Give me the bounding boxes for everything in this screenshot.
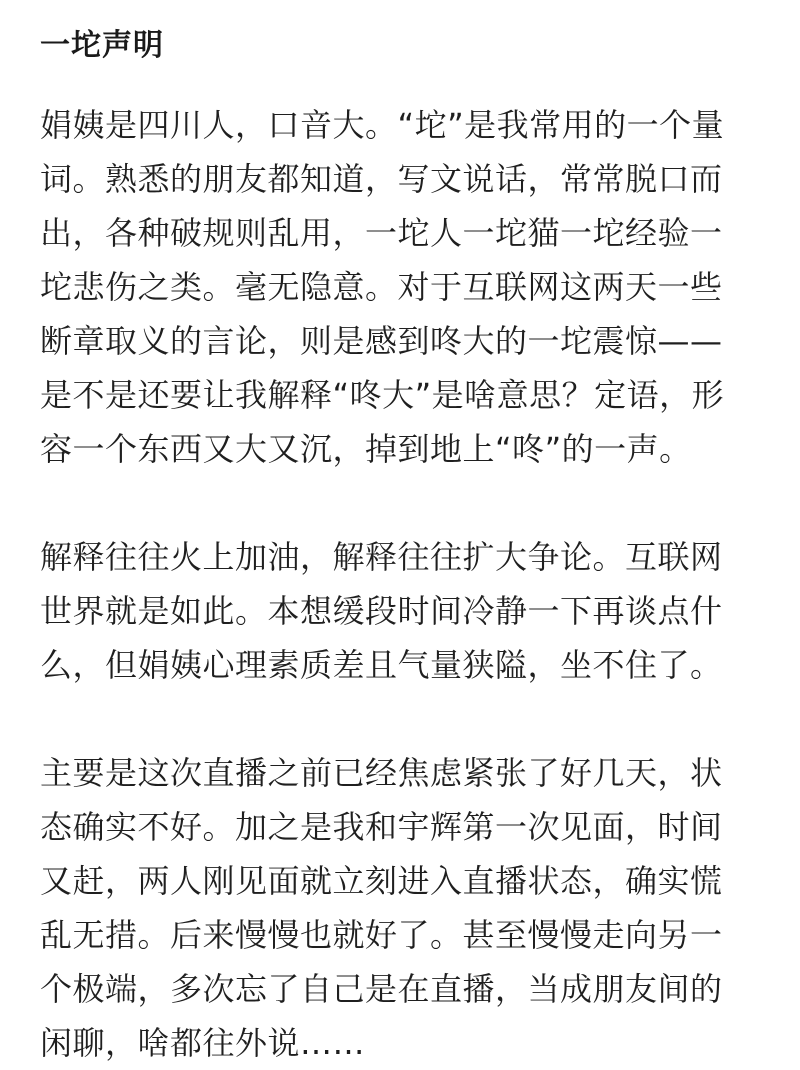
- paragraph-line: 娟姨是四川人，口音大。“坨”是我常用的一个量: [40, 106, 725, 144]
- paragraph-line: 出，各种破规则乱用，一坨人一坨猫一坨经验一: [40, 214, 723, 252]
- paragraph-line: 个极端，多次忘了自己是在直播，当成朋友间的: [40, 970, 723, 1008]
- paragraph-line: 坨悲伤之类。毫无隐意。对于互联网这两天一些: [40, 268, 723, 306]
- post-title: 一坨声明: [40, 28, 164, 63]
- paragraph-line: 乱无措。后来慢慢也就好了。甚至慢慢走向另一: [40, 916, 723, 954]
- post-paragraph: [40, 530, 760, 692]
- paragraph-line: 么，但娟姨心理素质差且气量狭隘，坐不住了。: [40, 646, 723, 684]
- paragraph-line: 是不是还要让我解释“咚大”是啥意思？定语，形: [40, 376, 725, 414]
- paragraph-line: 容一个东西又大又沉，掉到地上“咚”的一声。: [40, 430, 692, 468]
- paragraph-line: 又赶，两人刚见面就立刻进入直播状态，确实慌: [40, 862, 723, 900]
- paragraph-line: 词。熟悉的朋友都知道，写文说话，常常脱口而: [40, 160, 723, 198]
- post-paragraph: [40, 746, 760, 1070]
- paragraph-line: 主要是这次直播之前已经焦虑紧张了好几天，状: [40, 754, 723, 792]
- paragraph-line: 解释往往火上加油，解释往往扩大争论。互联网: [40, 538, 723, 576]
- paragraph-line: 世界就是如此。本想缓段时间冷静一下再谈点什: [40, 592, 723, 630]
- paragraph-line: 态确实不好。加之是我和宇辉第一次见面，时间: [40, 808, 723, 846]
- paragraph-line: 断章取义的言论，则是感到咚大的一坨震惊——: [40, 322, 723, 360]
- post-paragraph: [40, 98, 760, 476]
- paragraph-line: 闲聊，啥都往外说……: [40, 1024, 366, 1062]
